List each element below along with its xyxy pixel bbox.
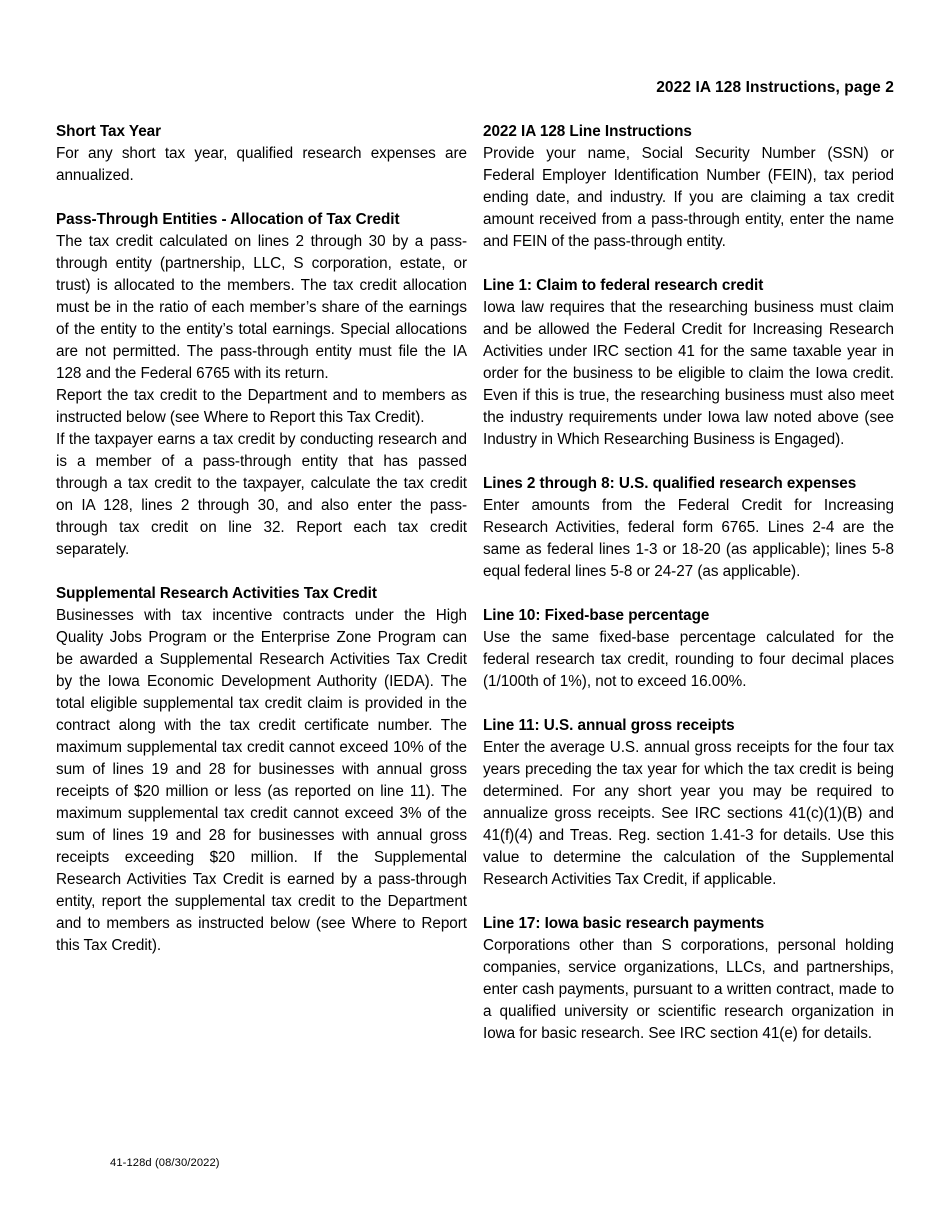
- body-paragraph: Provide your name, Social Security Number (SSN) or Federal Employer Identification Number (FEIN), tax period ending date, and industry. If you are claiming a tax credit amount received from a pass-through entity, enter the name and FEIN of the pass-through entity.: [483, 145, 894, 250]
- body-paragraph: Iowa law requires that the researching business must claim and be allowed the Federal Credit for Increasing Research Activities under IRC section 41 for the same taxable year in order for the business to be eligible to claim the Iowa credit. Even if this is true, the researching business must also meet the industry requirements under Iowa law noted above (see Industry in Which Researching Business is Engaged).: [483, 299, 894, 448]
- section-heading: Line 1: Claim to federal research credit: [483, 277, 764, 294]
- body-paragraph: If the taxpayer earns a tax credit by conducting research and is a member of a pass-through entity that has passed through a tax credit to the taxpayer, calculate the tax credit on IA 128, lines 2 through 30, and also enter the pass-through tax credit on line 32. Report each tax credit separately.: [56, 431, 467, 558]
- body-paragraph: Report the tax credit to the Department and to members as instructed below (see Where to Report this Tax Credit).: [56, 387, 467, 426]
- body-paragraph: Enter amounts from the Federal Credit for Increasing Research Activities, federal form 6765. Lines 2-4 are the same as federal lines 1-3 or 18-20 (as applicable); lines 5-8 equal federal lines 5-8 or 24-27 (as applicable).: [483, 497, 894, 580]
- body-paragraph: Use the same fixed-base percentage calculated for the federal research tax credit, rounding to four decimal places (1/100th of 1%), not to exceed 16.00%.: [483, 629, 894, 690]
- section-heading: Pass-Through Entities - Allocation of Tax Credit: [56, 211, 400, 228]
- body-paragraph: Corporations other than S corporations, personal holding companies, service organizations, LLCs, and partnerships, enter cash payments, pursuant to a written contract, made to a qualified university or scientific research organization in Iowa for basic research. See IRC section 41(e) for details.: [483, 937, 894, 1042]
- section-heading: Supplemental Research Activities Tax Credit: [56, 585, 377, 602]
- two-column-body: [56, 121, 894, 1045]
- section-heading: Lines 2 through 8: U.S. qualified research expenses: [483, 475, 857, 492]
- section-spacer: [56, 187, 467, 209]
- body-paragraph: The tax credit calculated on lines 2 through 30 by a pass-through entity (partnership, LLC, S corporation, estate, or trust) is allocated to the members. The tax credit allocation must be in the ratio of each member’s share of the earnings of the entity to the entity’s total earnings. Special allocations are not permitted. The pass-through entity must file the IA 128 and the Federal 6765 with its return.: [56, 233, 467, 382]
- page-header-title: 2022 IA 128 Instructions, page 2: [656, 79, 894, 96]
- section-heading: Short Tax Year: [56, 123, 162, 140]
- right-text-column: [483, 121, 894, 1045]
- section-spacer: [56, 561, 467, 583]
- body-paragraph: For any short tax year, qualified research expenses are annualized.: [56, 145, 467, 184]
- section-heading: Line 17: Iowa basic research payments: [483, 915, 765, 932]
- section-spacer: [483, 891, 894, 913]
- section-spacer: [483, 451, 894, 473]
- page-footer-form-id: 41-128d (08/30/2022): [110, 1157, 220, 1169]
- left-text-column: [56, 121, 467, 957]
- body-paragraph: Businesses with tax incentive contracts under the High Quality Jobs Program or the Enterprise Zone Program can be awarded a Supplemental Research Activities Tax Credit by the Iowa Economic Development Authority (IEDA). The total eligible supplemental tax credit claim is provided in the contract along with the tax credit certificate number. The maximum supplemental tax credit cannot exceed 10% of the sum of lines 19 and 28 for businesses with annual gross receipts of $20 million or less (as reported on line 11). The maximum supplemental tax credit cannot exceed 3% of the sum of lines 19 and 28 for businesses with annual gross receipts exceeding $20 million. If the Supplemental Research Activities Tax Credit is earned by a pass-through entity, report the supplemental tax credit to the Department and to members as instructed below (see Where to Report this Tax Credit).: [56, 607, 467, 954]
- section-spacer: [483, 693, 894, 715]
- section-heading: Line 10: Fixed-base percentage: [483, 607, 710, 624]
- section-spacer: [483, 583, 894, 605]
- section-heading: Line 11: U.S. annual gross receipts: [483, 717, 735, 734]
- section-spacer: [483, 253, 894, 275]
- section-heading: 2022 IA 128 Line Instructions: [483, 123, 692, 140]
- body-paragraph: Enter the average U.S. annual gross receipts for the four tax years preceding the tax year for which the tax credit is being determined. For any short year you may be required to annualize gross receipts. See IRC sections 41(c)(1)(B) and 41(f)(4) and Treas. Reg. section 1.41-3 for details. Use this value to determine the calculation of the Supplemental Research Activities Tax Credit, if applicable.: [483, 739, 894, 888]
